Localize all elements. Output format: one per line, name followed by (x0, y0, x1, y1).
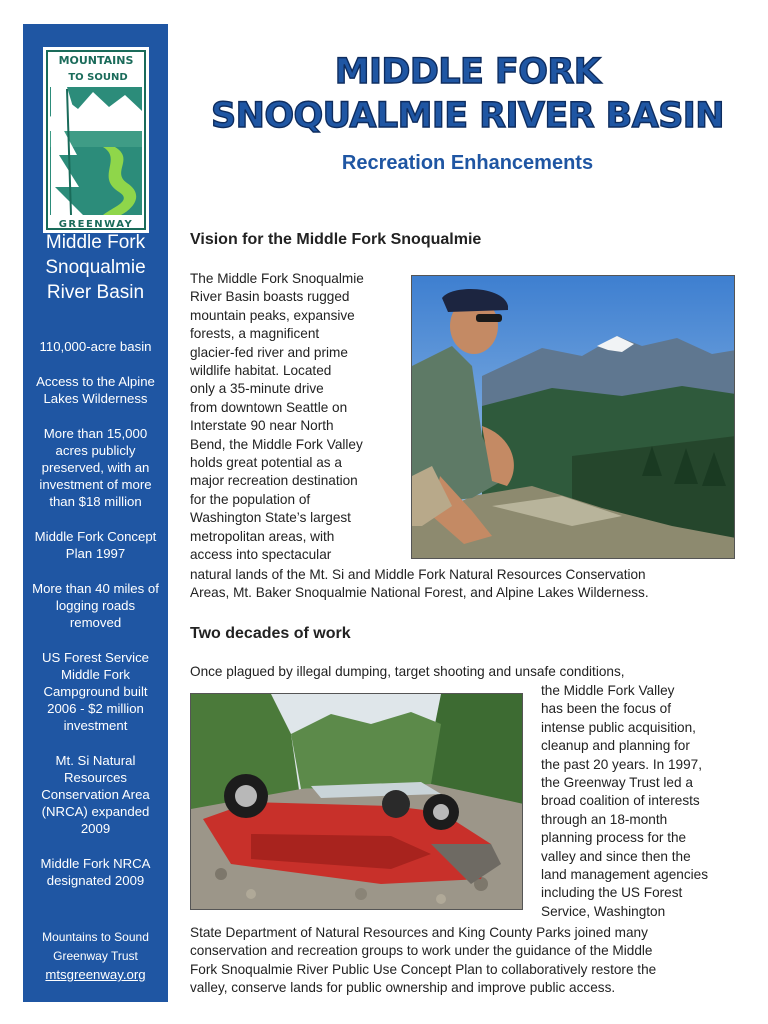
vision-line: metropolitan areas, with (190, 528, 335, 544)
work-line: State Department of Natural Resources and King County Parks joined many (190, 925, 648, 940)
vision-line: Bend, the Middle Fork Valley (190, 436, 363, 452)
fact-campground: US Forest Service Middle Fork Campground built 2006 - $2 million investment (42, 650, 149, 733)
org-name: Mountains to Sound Greenway Trust (42, 930, 149, 963)
work-line: Fork Snoqualmie River Public Use Concept Plan to collaboratively restore the (190, 961, 657, 977)
work-line: conservation and recreation groups to work under the guidance of the Middle (190, 943, 653, 959)
work-line: the Greenway Trust led a (541, 775, 693, 791)
fact-acres-preserved: More than 15,000 acres publicly preserved, with an investment of more than $18 million (39, 426, 152, 509)
work-full-text (190, 924, 750, 998)
logo-text-greenway: GREENWAY (58, 219, 134, 230)
sidebar (23, 24, 168, 1002)
work-line: including the US Forest (541, 885, 683, 901)
page-subtitle: Recreation Enhancements (341, 152, 594, 174)
work-line: through an 18-month (541, 811, 668, 827)
fact-mt-si-nrca: Mt. Si Natural Resources Conservation Area (NRCA) expanded 2009 (41, 753, 150, 836)
work-line: broad coalition of interests (541, 793, 700, 809)
vision-line: forests, a magnificent (190, 326, 320, 342)
work-heading: Two decades of work (190, 625, 351, 642)
vision-line: Washington State’s largest (190, 510, 351, 526)
work-line: cleanup and planning for (541, 738, 690, 754)
work-line: the Middle Fork Valley (541, 683, 675, 698)
title-line-2: SNOQUALMIE RIVER BASIN (211, 96, 724, 136)
vision-line: Areas, Mt. Baker Snoqualmie National Forest, and Alpine Lakes Wilderness. (190, 585, 649, 601)
work-line: planning process for the (541, 830, 687, 846)
vision-line: holds great potential as a (190, 455, 342, 471)
vision-heading: Vision for the Middle Fork Snoqualmie (190, 231, 482, 248)
page-title (180, 50, 755, 138)
greenway-logo-graphic (43, 47, 149, 233)
vision-line: natural lands of the Mt. Si and Middle Fork Natural Resources Conservation (190, 567, 646, 582)
work-line: valley and since then the (541, 848, 691, 864)
vision-full-text (190, 566, 750, 603)
vision-line: River Basin boasts rugged (190, 289, 350, 305)
sidebar-footer (23, 928, 168, 984)
hiker-mountain-photo (411, 275, 735, 559)
fact-logging-roads: More than 40 miles of logging roads removed (32, 581, 159, 630)
work-line: the past 20 years. In 1997, (541, 756, 702, 772)
vision-line: wildlife habitat. Located (190, 363, 332, 379)
page-header (180, 50, 755, 175)
vision-line: access into spectacular (190, 547, 332, 563)
work-line: intense public acquisition, (541, 719, 696, 735)
work-wrap-text (541, 682, 741, 921)
logo-text-mountains: MOUNTAINS (58, 54, 134, 67)
work-line: Service, Washington (541, 903, 666, 919)
dumped-truck-photo (190, 693, 523, 910)
vision-line: from downtown Seattle on (190, 399, 348, 415)
vision-line: mountain peaks, expansive (190, 307, 355, 323)
website-link[interactable]: mtsgreenway.org (45, 967, 146, 982)
title-line-1: MIDDLE FORK (334, 52, 601, 92)
sidebar-facts (23, 338, 168, 907)
work-line: land management agencies (541, 867, 709, 883)
sidebar-title: Middle Fork Snoqualmie River Basin (45, 232, 146, 303)
vision-wrap-text (190, 270, 405, 565)
greenway-logo (43, 47, 149, 233)
fact-middle-fork-nrca: Middle Fork NRCA designated 2009 (40, 856, 151, 888)
work-line: has been the focus of (541, 701, 671, 717)
vision-line: major recreation destination (190, 473, 358, 489)
fact-alpine-access: Access to the Alpine Lakes Wilderness (36, 374, 155, 406)
logo-text-to-sound: TO SOUND (68, 72, 128, 83)
vision-line: for the population of (190, 491, 311, 507)
vision-line: Interstate 90 near North (190, 418, 334, 434)
work-line: valley, conserve lands for public ownership and improve public access. (190, 980, 616, 996)
fact-concept-plan: Middle Fork Concept Plan 1997 (34, 529, 157, 561)
fact-basin-size: 110,000-acre basin (39, 339, 152, 354)
vision-line: glacier-fed river and prime (190, 344, 348, 360)
work-first-line: Once plagued by illegal dumping, target shooting and unsafe conditions, (190, 664, 625, 679)
vision-line: only a 35-minute drive (190, 381, 324, 397)
vision-line: The Middle Fork Snoqualmie (190, 271, 364, 286)
